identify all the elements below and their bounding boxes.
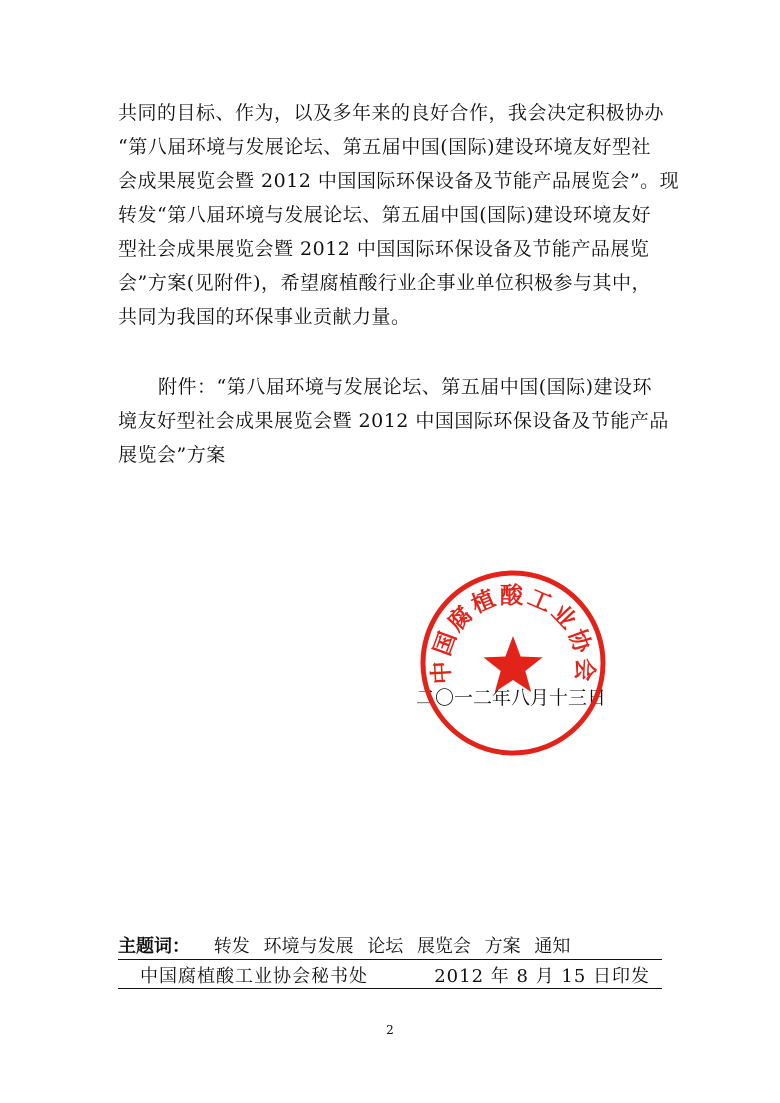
keyword: 转发 [213, 936, 250, 957]
paragraph-line: 共同为我国的环保事业贡献力量。 [118, 306, 411, 328]
keyword: 论坛 [367, 936, 404, 957]
seal-text: 中国腐植酸工业协会 [428, 582, 598, 685]
page-number: 2 [386, 1023, 394, 1037]
paragraph-line: 会成果展览会暨 2012 中国国际环保设备及节能产品展览会”。现 [118, 170, 680, 192]
keyword: 通知 [534, 936, 571, 957]
keyword: 展览会 [416, 936, 471, 957]
paragraph-line: “第八届环境与发展论坛、第五届中国(国际)建设环境友好型社 [118, 136, 652, 158]
paragraph-line: 会”方案(见附件)，希望腐植酸行业企事业单位积极参与其中， [118, 272, 652, 294]
footer-divider [118, 988, 662, 989]
keyword: 环境与发展 [263, 936, 354, 957]
keyword: 方案 [484, 936, 521, 957]
paragraph-line: 转发“第八届环境与发展论坛、第五届中国(国际)建设环境友好 [118, 204, 652, 226]
paragraph-line: 型社会成果展览会暨 2012 中国国际环保设备及节能产品展览 [118, 238, 650, 260]
issuer-name: 中国腐植酸工业协会秘书处 [140, 966, 368, 987]
footer-divider [118, 959, 662, 960]
signature-date: 二〇一二年八月十三日 [415, 687, 606, 709]
issue-date: 2012 年 8 月 15 日印发 [434, 966, 650, 987]
seal-star-icon [484, 636, 543, 692]
paragraph-line: 境友好型社会成果展览会暨 2012 中国国际环保设备及节能产品 [118, 410, 669, 432]
keywords-label: 主题词： [118, 936, 190, 957]
paragraph-line: 附件：“第八届环境与发展论坛、第五届中国(国际)建设环 [158, 376, 653, 398]
keywords-line [118, 932, 662, 958]
paragraph-line: 展览会”方案 [118, 444, 226, 466]
paragraph-line: 共同的目标、作为，以及多年来的良好合作，我会决定积极协办 [118, 102, 665, 124]
official-seal-icon [418, 568, 608, 758]
